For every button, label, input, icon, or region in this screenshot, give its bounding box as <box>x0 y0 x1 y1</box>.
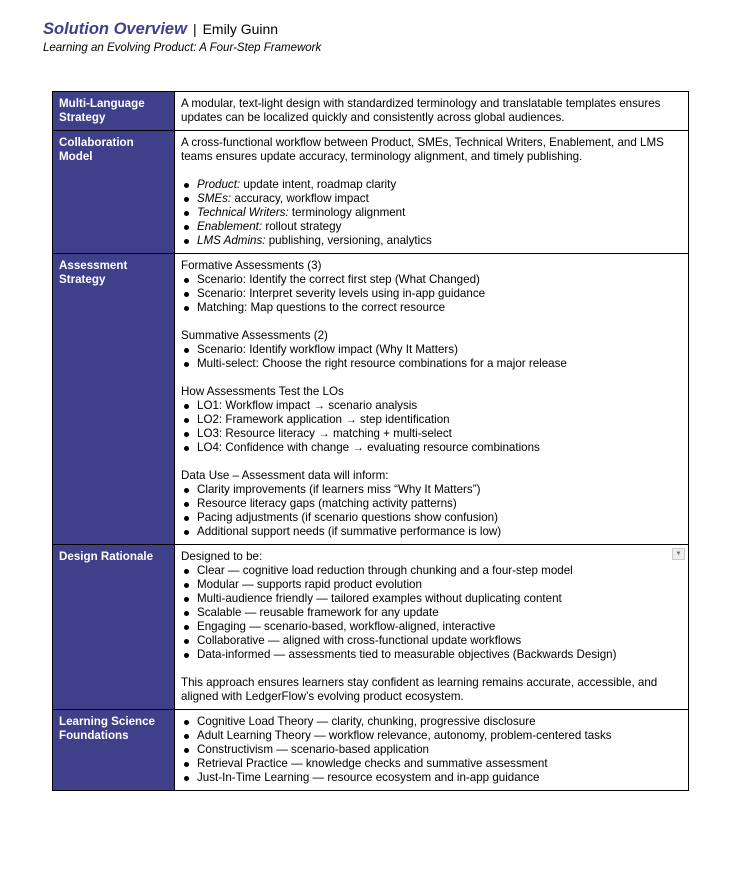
list-item-role: LMS Admins: <box>197 234 266 247</box>
list-item-text: Scenario: Identify workflow impact (Why It Matters) <box>197 343 458 356</box>
row-content[interactable] <box>175 254 689 545</box>
list-item <box>181 483 683 497</box>
list-item <box>181 578 683 592</box>
paragraph: Summative Assessments (2) <box>181 329 328 342</box>
spacer <box>181 164 683 178</box>
list-item <box>181 399 683 413</box>
list-item-text: accuracy, workflow impact <box>231 192 369 205</box>
paragraph: A cross-functional workflow between Product, SMEs, Technical Writers, Enablement, and LMS teams ensures update accuracy, terminology alignment, and timely publishing. <box>181 136 664 163</box>
list-item-text: Scenario: Interpret severity levels using in-app guidance <box>197 287 486 300</box>
row-label: Assessment Strategy <box>53 254 175 545</box>
list-item-text: LO2: Framework application → step identification <box>197 413 450 426</box>
list-item-text: Matching: Map questions to the correct resource <box>197 301 446 314</box>
list-item-text: update intent, roadmap clarity <box>240 178 397 191</box>
spacer <box>181 371 683 385</box>
list-item-text: LO3: Resource literacy → matching + multi-select <box>197 427 452 440</box>
list-item-text: Retrieval Practice — knowledge checks and summative assessment <box>197 757 548 770</box>
list-item-text: Resource literacy gaps (matching activity patterns) <box>197 497 457 510</box>
list-item <box>181 525 683 539</box>
table-row <box>53 92 689 131</box>
list-item <box>181 273 683 287</box>
list-item-text: terminology alignment <box>288 206 406 219</box>
list-item-text: Pacing adjustments (if scenario questions show confusion) <box>197 511 498 524</box>
row-label: Collaboration Model <box>53 131 175 254</box>
row-content[interactable] <box>175 545 689 710</box>
list-item <box>181 287 683 301</box>
spacer <box>181 455 683 469</box>
table-row <box>53 545 689 710</box>
list-item <box>181 192 683 206</box>
bullet-list <box>181 399 683 455</box>
list-item-text: Adult Learning Theory — workflow relevance, autonomy, problem-centered tasks <box>197 729 612 742</box>
list-item-role: Technical Writers: <box>197 206 289 219</box>
list-item-text: Clear — cognitive load reduction through chunking and a four-step model <box>197 564 573 577</box>
list-item <box>181 757 683 771</box>
list-item <box>181 234 683 248</box>
list-item-text: Scalable — reusable framework for any update <box>197 606 439 619</box>
row-label: Learning Science Foundations <box>53 710 175 791</box>
list-item-text: Modular — supports rapid product evolution <box>197 578 422 591</box>
row-label: Design Rationale <box>53 545 175 710</box>
paragraph: A modular, text-light design with standardized terminology and translatable templates ensures updates can be localized quickly and consistently across global audiences. <box>181 97 661 124</box>
document-title: Solution Overview <box>43 20 187 38</box>
list-item <box>181 301 683 315</box>
list-item-text: Constructivism — scenario-based application <box>197 743 429 756</box>
list-item-text: Multi-select: Choose the right resource combinations for a major release <box>197 357 567 370</box>
list-item <box>181 357 683 371</box>
list-item-text: LO4: Confidence with change → evaluating resource combinations <box>197 441 540 454</box>
list-item-role: Product: <box>197 178 241 191</box>
document-header <box>43 20 321 54</box>
table-row <box>53 254 689 545</box>
list-item <box>181 427 683 441</box>
paragraph: Designed to be: <box>181 550 263 563</box>
bullet-list <box>181 343 683 371</box>
list-item <box>181 771 683 785</box>
list-item-text: Engaging — scenario-based, workflow-aligned, interactive <box>197 620 496 633</box>
bullet-list <box>181 715 683 785</box>
row-label: Multi-Language Strategy <box>53 92 175 131</box>
table-row <box>53 131 689 254</box>
list-item <box>181 606 683 620</box>
list-item <box>181 564 683 578</box>
spacer <box>181 315 683 329</box>
paragraph: Formative Assessments (3) <box>181 259 322 272</box>
paragraph: Data Use – Assessment data will inform: <box>181 469 389 482</box>
title-separator: | <box>192 21 197 37</box>
list-item <box>181 743 683 757</box>
paragraph: This approach ensures learners stay confident as learning remains accurate, accessible, and aligned with LedgerFlow’s evolving product ecosystem. <box>181 676 658 703</box>
list-item-text: Data-informed — assessments tied to measurable objectives (Backwards Design) <box>197 648 617 661</box>
list-item <box>181 729 683 743</box>
row-content[interactable] <box>175 710 689 791</box>
row-content[interactable] <box>175 92 689 131</box>
table-row <box>53 710 689 791</box>
list-item <box>181 413 683 427</box>
list-item <box>181 343 683 357</box>
list-item-text: Collaborative — aligned with cross-functional update workflows <box>197 634 522 647</box>
dropdown-arrow-icon[interactable]: ▼ <box>672 548 685 560</box>
list-item <box>181 634 683 648</box>
list-item-text: rollout strategy <box>262 220 342 233</box>
paragraph: How Assessments Test the LOs <box>181 385 344 398</box>
row-content[interactable] <box>175 131 689 254</box>
list-item-text: Scenario: Identify the correct first step (What Changed) <box>197 273 480 286</box>
list-item-text: LO1: Workflow impact → scenario analysis <box>197 399 418 412</box>
list-item-text: Clarity improvements (if learners miss “Why It Matters”) <box>197 483 481 496</box>
overview-table <box>52 91 689 791</box>
list-item <box>181 715 683 729</box>
author-name: Emily Guinn <box>202 21 279 37</box>
list-item <box>181 206 683 220</box>
bullet-list <box>181 564 683 662</box>
list-item <box>181 220 683 234</box>
document-subtitle: Learning an Evolving Product: A Four-Step Framework <box>43 42 322 54</box>
bullet-list <box>181 483 683 539</box>
list-item-text: Multi-audience friendly — tailored examples without duplicating content <box>197 592 562 605</box>
spacer <box>181 662 683 676</box>
list-item <box>181 497 683 511</box>
list-item-text: publishing, versioning, analytics <box>265 234 432 247</box>
list-item-text: Just-In-Time Learning — resource ecosystem and in-app guidance <box>197 771 540 784</box>
list-item <box>181 592 683 606</box>
list-item-role: Enablement: <box>197 220 263 233</box>
list-item-text: Cognitive Load Theory — clarity, chunking, progressive disclosure <box>197 715 536 728</box>
list-item <box>181 620 683 634</box>
list-item <box>181 441 683 455</box>
list-item-role: SMEs: <box>197 192 232 205</box>
list-item <box>181 178 683 192</box>
list-item <box>181 511 683 525</box>
bullet-list <box>181 273 683 315</box>
bullet-list <box>181 178 683 248</box>
list-item <box>181 648 683 662</box>
list-item-text: Additional support needs (if summative performance is low) <box>197 525 502 538</box>
